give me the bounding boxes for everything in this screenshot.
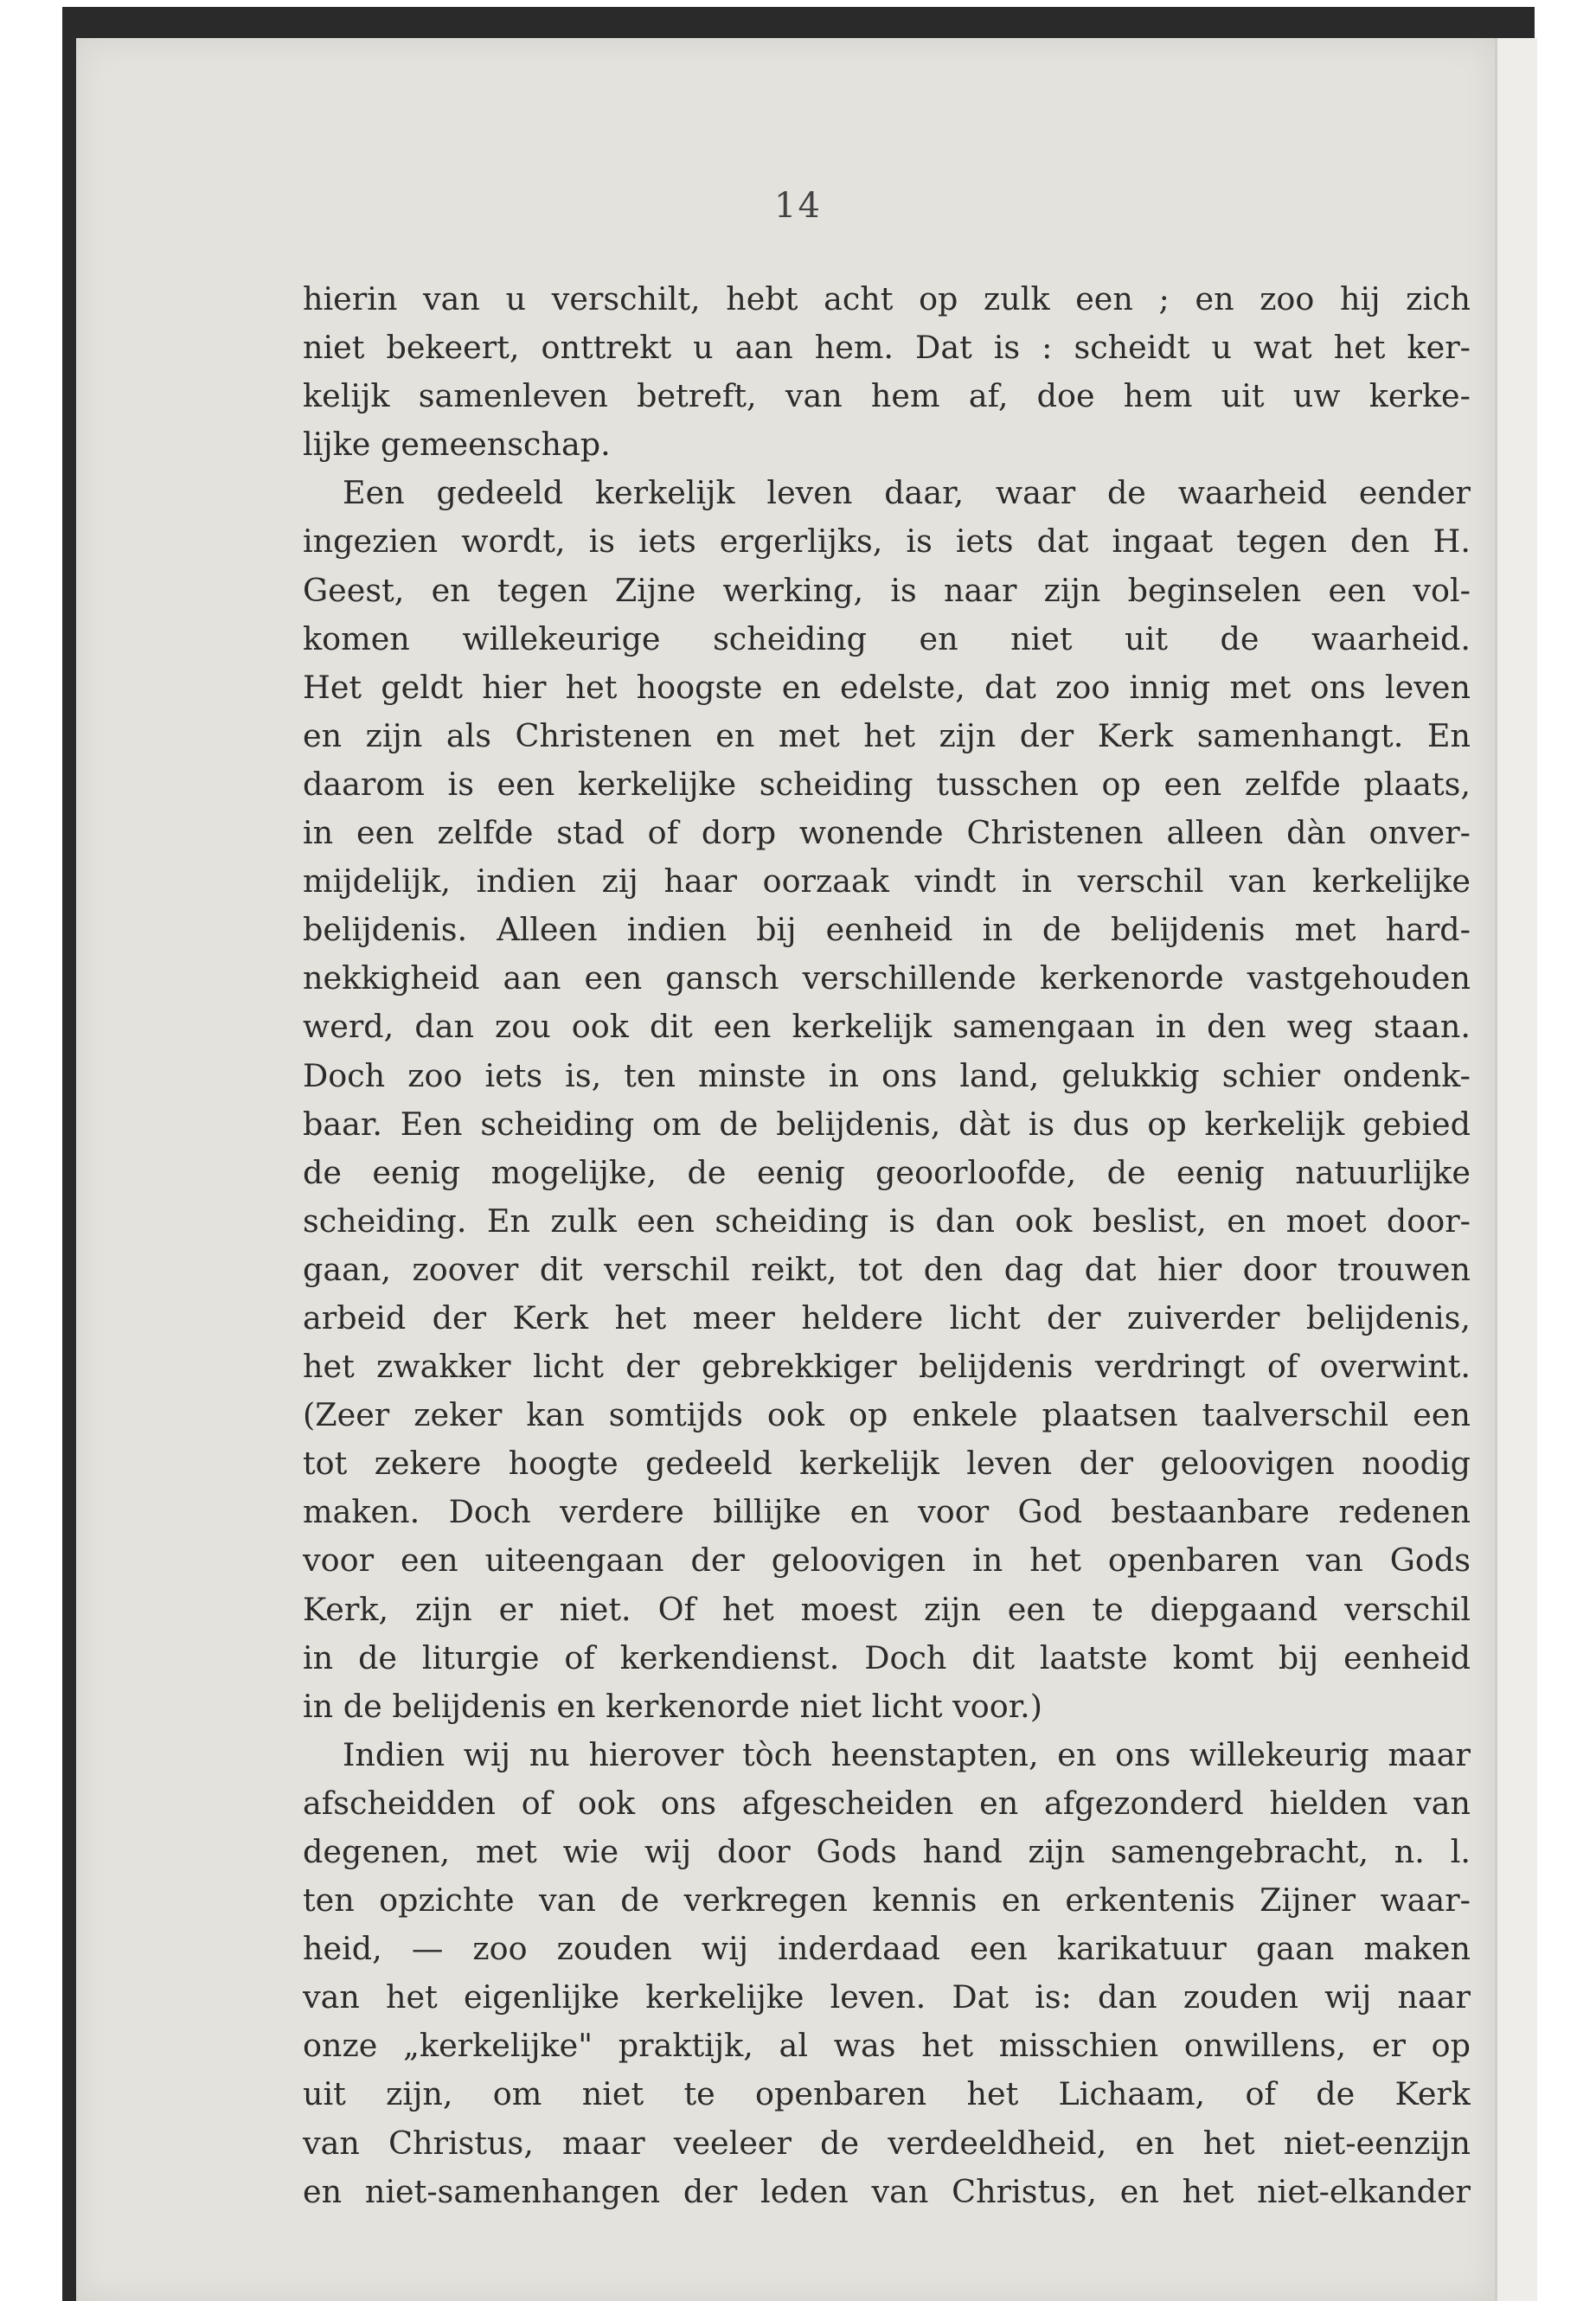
- text-line: niet bekeert, onttrekt u aan hem. Dat is : scheidt u wat het ker-: [303, 329, 1471, 367]
- text-line: maken. Doch verdere billijke en voor God bestaanbare redenen: [303, 1493, 1471, 1531]
- text-line: het zwakker licht der gebrekkiger belijdenis verdringt of overwint.: [303, 1348, 1471, 1386]
- text-line: uit zijn, om niet te openbaren het Lichaam, of de Kerk: [303, 2075, 1471, 2113]
- text-line: nekkigheid aan een gansch verschillende kerkenorde vastgehouden: [303, 959, 1471, 997]
- text-line: hierin van u verschilt, hebt acht op zulk een ; en zoo hij zich: [303, 280, 1471, 317]
- text-line: in de liturgie of kerkendienst. Doch dit laatste komt bij eenheid: [303, 1638, 1471, 1676]
- text-line: kelijk samenleven betreft, van hem af, doe hem uit uw kerke-: [303, 377, 1471, 415]
- text-line: degenen, met wie wij door Gods hand zijn samengebracht, n. l.: [303, 1833, 1471, 1870]
- text-line: onze „kerkelijke" praktijk, al was het misschien onwillens, er op: [303, 2027, 1471, 2065]
- page-edge-strip: [1495, 38, 1537, 2301]
- text-line: heid, — zoo zouden wij inderdaad een karikatuur gaan maken: [303, 1930, 1471, 1968]
- text-line: komen willekeurige scheiding en niet uit de waarheid.: [303, 619, 1471, 657]
- text-line: ten opzichte van de verkregen kennis en erkentenis Zijner waar-: [303, 1881, 1471, 1920]
- text-line: belijdenis. Alleen indien bij eenheid in de belijdenis met hard-: [303, 911, 1471, 949]
- text-line: Het geldt hier het hoogste en edelste, dat zoo innig met ons leven: [303, 668, 1471, 706]
- body-text: [303, 275, 1471, 2216]
- text-line: Een gedeeld kerkelijk leven daar, waar de waarheid eender: [343, 474, 1471, 512]
- text-line: van het eigenlijke kerkelijke leven. Dat is: dan zouden wij naar: [303, 1978, 1471, 2016]
- text-line: en niet-samenhangen der leden van Christus, en het niet-elkander: [303, 2172, 1471, 2210]
- text-line: tot zekere hoogte gedeeld kerkelijk leven der geloovigen noodig: [303, 1445, 1471, 1483]
- text-line: voor een uiteengaan der geloovigen in het openbaren van Gods: [303, 1541, 1471, 1580]
- text-line: werd, dan zou ook dit een kerkelijk samengaan in den weg staan.: [303, 1008, 1471, 1046]
- text-line: afscheidden of ook ons afgescheiden en afgezonderd hielden van: [303, 1784, 1471, 1822]
- page-number: 14: [774, 186, 822, 226]
- text-line: Geest, en tegen Zijne werking, is naar zijn beginselen een vol-: [303, 571, 1471, 609]
- text-line: lijke gemeenschap.: [303, 426, 611, 464]
- text-line: (Zeer zeker kan somtijds ook op enkele plaatsen taalverschil een: [303, 1396, 1471, 1434]
- text-line: in een zelfde stad of dorp wonende Christenen alleen dàn onver-: [303, 814, 1471, 852]
- text-line: scheiding. En zulk een scheiding is dan ook beslist, en moet door-: [303, 1202, 1471, 1240]
- text-line: baar. Een scheiding om de belijdenis, dàt is dus op kerkelijk gebied: [303, 1105, 1471, 1143]
- text-line: Kerk, zijn er niet. Of het moest zijn een te diepgaand verschil: [303, 1590, 1471, 1628]
- text-line: gaan, zoover dit verschil reikt, tot den dag dat hier door trouwen: [303, 1250, 1471, 1288]
- text-line: en zijn als Christenen en met het zijn der Kerk samenhangt. En: [303, 716, 1471, 754]
- text-line: de eenig mogelijke, de eenig geoorloofde, de eenig natuurlijke: [303, 1153, 1471, 1191]
- text-line: ingezien wordt, is iets ergerlijks, is iets dat ingaat tegen den H.: [303, 522, 1471, 561]
- text-line: arbeid der Kerk het meer heldere licht der zuiverder belijdenis,: [303, 1298, 1471, 1336]
- text-line: daarom is een kerkelijke scheiding tusschen op een zelfde plaats,: [303, 765, 1471, 803]
- text-line: mijdelijk, indien zij haar oorzaak vindt in verschil van kerkelijke: [303, 862, 1471, 901]
- text-line: van Christus, maar veeleer de verdeeldheid, en het niet-eenzijn: [303, 2124, 1471, 2162]
- text-line: Indien wij nu hierover tòch heenstapten, en ons willekeurig maar: [343, 1735, 1471, 1773]
- text-line: in de belijdenis en kerkenorde niet licht voor.): [303, 1687, 1043, 1725]
- text-line: Doch zoo iets is, ten minste in ons land, gelukkig schier ondenk-: [303, 1056, 1471, 1094]
